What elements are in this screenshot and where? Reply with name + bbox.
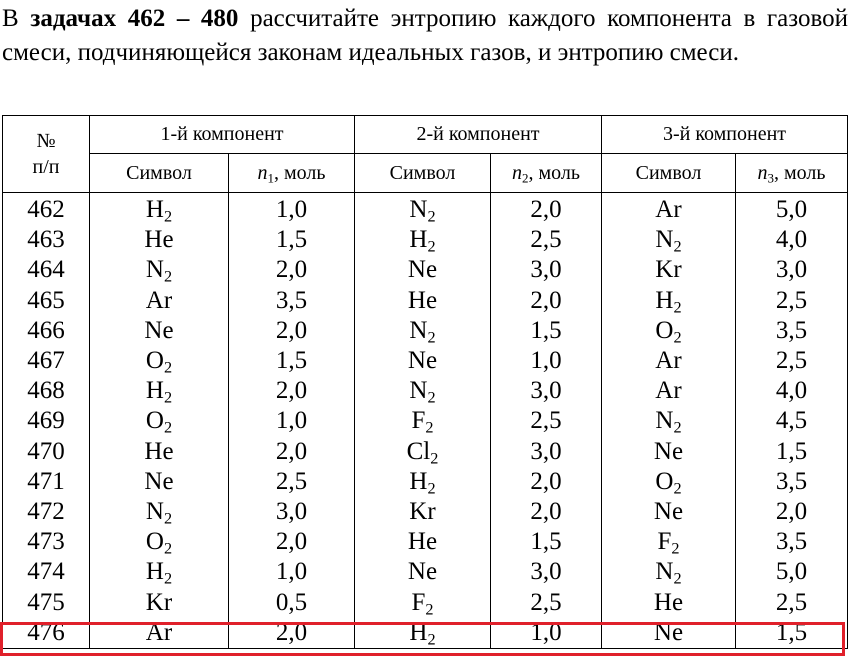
- table-row: [3, 286, 848, 316]
- row-number: 476: [3, 618, 90, 649]
- table-row: [3, 497, 848, 527]
- component-2-symbol: [355, 557, 491, 587]
- element-subscript: 2: [163, 418, 173, 437]
- element-symbol: Ne: [407, 256, 438, 284]
- component-1-symbol: [90, 527, 229, 557]
- symbol-header-3: Символ: [602, 154, 736, 193]
- element-subscript: 2: [673, 328, 682, 347]
- element-symbol: Ne: [407, 347, 438, 375]
- component-2-amount: 3,0: [491, 437, 602, 467]
- component-3-amount: 5,0: [736, 557, 848, 587]
- component-1-amount: 1,0: [229, 193, 355, 226]
- element-subscript: 2: [427, 479, 436, 498]
- element-symbol: F: [657, 528, 672, 556]
- table-row: [3, 316, 848, 346]
- group-header-2: 2-й компонент: [355, 116, 602, 154]
- element-symbol: H: [145, 558, 164, 586]
- component-3-symbol: [602, 346, 736, 376]
- element-symbol: Ar: [655, 196, 682, 224]
- component-1-amount: 2,0: [229, 618, 355, 649]
- component-1-symbol: [90, 376, 229, 406]
- element-subscript: 2: [673, 569, 682, 588]
- element-subscript: 2: [427, 328, 436, 347]
- row-number: 475: [3, 587, 90, 617]
- component-2-amount: 3,0: [491, 255, 602, 285]
- table-row: [3, 193, 848, 226]
- element-symbol: Kr: [145, 588, 173, 616]
- task-intro: [2, 2, 848, 70]
- element-subscript: 2: [163, 358, 173, 377]
- component-3-amount: 3,5: [736, 527, 848, 557]
- element-symbol: H: [409, 226, 428, 254]
- row-number: 465: [3, 286, 90, 316]
- component-1-amount: 2,0: [229, 437, 355, 467]
- element-symbol: Ne: [144, 316, 174, 344]
- pp-label: п/п: [32, 156, 60, 178]
- table-header-groups: [3, 116, 848, 154]
- row-number: 464: [3, 255, 90, 285]
- row-number: 472: [3, 497, 90, 527]
- component-2-symbol: [355, 467, 491, 497]
- component-3-symbol: [602, 437, 736, 467]
- element-symbol: He: [144, 226, 174, 254]
- element-symbol: N: [655, 558, 674, 586]
- element-symbol: N: [409, 196, 428, 224]
- element-symbol: Ne: [407, 558, 438, 586]
- element-symbol: O: [655, 316, 674, 344]
- component-3-amount: 3,5: [736, 316, 848, 346]
- element-subscript: 2: [673, 418, 682, 437]
- component-1-amount: 2,0: [229, 255, 355, 285]
- component-2-amount: 2,5: [491, 225, 602, 255]
- row-number: 471: [3, 467, 90, 497]
- element-symbol: Ar: [145, 618, 173, 646]
- component-3-amount: 3,5: [736, 467, 848, 497]
- component-1-symbol: [90, 557, 229, 587]
- table-row: [3, 437, 848, 467]
- component-3-amount: 4,5: [736, 406, 848, 436]
- row-number: 462: [3, 193, 90, 226]
- component-2-amount: 2,0: [491, 286, 602, 316]
- component-2-amount: 1,5: [491, 316, 602, 346]
- component-3-symbol: [602, 587, 736, 617]
- element-symbol: F: [411, 588, 426, 616]
- element-symbol: He: [407, 286, 438, 314]
- element-subscript: 2: [163, 207, 173, 226]
- component-2-symbol: [355, 497, 491, 527]
- row-number-header: [3, 116, 90, 193]
- component-1-amount: 0,5: [229, 587, 355, 617]
- component-2-amount: 2,0: [491, 193, 602, 226]
- row-number: 463: [3, 225, 90, 255]
- component-1-symbol: [90, 346, 229, 376]
- element-symbol: Ne: [653, 618, 684, 646]
- table-row: [3, 467, 848, 497]
- element-symbol: H: [145, 377, 164, 405]
- element-subscript: 2: [427, 388, 436, 407]
- component-1-symbol: [90, 286, 229, 316]
- element-symbol: He: [653, 588, 684, 616]
- component-2-symbol: [355, 286, 491, 316]
- component-2-symbol: [355, 587, 491, 617]
- element-symbol: N: [409, 377, 428, 405]
- component-2-amount: 3,0: [491, 557, 602, 587]
- element-symbol: Ar: [655, 377, 682, 405]
- component-2-amount: 1,0: [491, 346, 602, 376]
- component-2-symbol: [355, 406, 491, 436]
- element-symbol: O: [145, 528, 164, 556]
- amount-header-3: $n_3$, моль: [736, 154, 848, 193]
- element-symbol: Kr: [655, 256, 682, 284]
- number-sign: №: [36, 130, 56, 152]
- component-1-amount: 3,5: [229, 286, 355, 316]
- element-subscript: 2: [163, 388, 173, 407]
- table-row: [3, 406, 848, 436]
- table-row: [3, 376, 848, 406]
- row-number: 474: [3, 557, 90, 587]
- element-symbol: Kr: [409, 497, 436, 525]
- component-1-amount: 2,0: [229, 376, 355, 406]
- component-3-amount: 3,0: [736, 255, 848, 285]
- component-3-amount: 1,5: [736, 437, 848, 467]
- component-3-symbol: [602, 316, 736, 346]
- element-symbol: Ar: [145, 286, 173, 314]
- component-2-amount: 1,0: [491, 618, 602, 649]
- component-1-symbol: [90, 587, 229, 617]
- element-symbol: N: [145, 256, 164, 284]
- component-2-amount: 2,5: [491, 406, 602, 436]
- component-3-symbol: [602, 557, 736, 587]
- element-subscript: 2: [427, 237, 436, 256]
- component-3-symbol: [602, 376, 736, 406]
- element-symbol: H: [409, 618, 428, 646]
- component-1-amount: 1,0: [229, 406, 355, 436]
- element-symbol: Ne: [144, 467, 174, 495]
- element-symbol: H: [409, 467, 428, 495]
- component-3-amount: 5,0: [736, 193, 848, 226]
- component-1-symbol: [90, 467, 229, 497]
- element-symbol: F: [411, 407, 426, 435]
- element-symbol: N: [145, 497, 164, 525]
- element-subscript: 2: [425, 600, 434, 619]
- element-symbol: Ne: [653, 437, 684, 465]
- component-1-amount: 1,5: [229, 225, 355, 255]
- component-3-amount: 2,5: [736, 286, 848, 316]
- element-symbol: Ne: [653, 497, 684, 525]
- component-1-amount: 1,5: [229, 346, 355, 376]
- table-header-columns: [3, 154, 848, 193]
- symbol-header-2: Символ: [355, 154, 491, 193]
- component-2-symbol: [355, 346, 491, 376]
- element-subscript: 2: [163, 268, 173, 287]
- component-1-amount: 1,0: [229, 557, 355, 587]
- element-subscript: 2: [427, 207, 436, 226]
- amount-header-2: $n_2$, моль: [491, 154, 602, 193]
- element-subscript: 2: [430, 449, 439, 468]
- element-symbol: H: [145, 196, 164, 224]
- component-2-amount: 2,0: [491, 497, 602, 527]
- intro-lead: В: [2, 5, 19, 32]
- component-2-symbol: [355, 618, 491, 649]
- element-subscript: 2: [673, 479, 682, 498]
- table-row: [3, 255, 848, 285]
- component-2-symbol: [355, 193, 491, 226]
- component-3-symbol: [602, 618, 736, 649]
- element-subscript: 2: [163, 539, 173, 558]
- component-2-symbol: [355, 437, 491, 467]
- component-2-amount: 3,0: [491, 376, 602, 406]
- element-symbol: O: [145, 347, 164, 375]
- row-number: 466: [3, 316, 90, 346]
- element-subscript: 2: [673, 237, 682, 256]
- component-2-symbol: [355, 255, 491, 285]
- component-1-amount: 2,0: [229, 316, 355, 346]
- component-3-symbol: [602, 467, 736, 497]
- component-3-symbol: [602, 497, 736, 527]
- element-symbol: N: [655, 407, 674, 435]
- element-symbol: N: [655, 226, 674, 254]
- element-subscript: 2: [427, 630, 436, 649]
- element-subscript: 2: [163, 509, 173, 528]
- table-row: [3, 557, 848, 587]
- component-3-symbol: [602, 193, 736, 226]
- component-1-symbol: [90, 497, 229, 527]
- element-symbol: Ar: [655, 347, 682, 375]
- components-table: [2, 115, 848, 649]
- component-1-symbol: [90, 225, 229, 255]
- component-3-amount: 4,0: [736, 225, 848, 255]
- component-1-symbol: [90, 406, 229, 436]
- component-1-amount: 2,5: [229, 467, 355, 497]
- table-row: [3, 527, 848, 557]
- component-2-amount: 1,5: [491, 527, 602, 557]
- element-symbol: O: [655, 467, 674, 495]
- component-1-symbol: [90, 316, 229, 346]
- element-subscript: 2: [673, 298, 682, 317]
- table-row: [3, 618, 848, 649]
- element-symbol: O: [145, 407, 164, 435]
- element-subscript: 2: [671, 539, 680, 558]
- intro-task-range: задачах 462 – 480: [30, 5, 239, 32]
- row-number: 470: [3, 437, 90, 467]
- element-subscript: 2: [163, 569, 173, 588]
- intro-text: рассчитайте энтропию каждого компонента в газовой смеси, подчиняющейся законам идеальных газов, и энтропию смеси.: [2, 5, 849, 66]
- component-3-symbol: [602, 527, 736, 557]
- component-2-amount: 2,5: [491, 587, 602, 617]
- component-3-amount: 2,0: [736, 497, 848, 527]
- group-header-3: 3-й компонент: [602, 116, 848, 154]
- component-1-symbol: [90, 437, 229, 467]
- row-number: 473: [3, 527, 90, 557]
- component-1-symbol: [90, 193, 229, 226]
- component-3-symbol: [602, 255, 736, 285]
- component-3-symbol: [602, 406, 736, 436]
- component-3-amount: 2,5: [736, 587, 848, 617]
- component-1-amount: 2,0: [229, 527, 355, 557]
- row-number: 468: [3, 376, 90, 406]
- table-row: [3, 225, 848, 255]
- element-symbol: He: [144, 437, 174, 465]
- row-number: 467: [3, 346, 90, 376]
- component-2-symbol: [355, 376, 491, 406]
- component-1-symbol: [90, 618, 229, 649]
- component-2-symbol: [355, 527, 491, 557]
- element-symbol: Cl: [406, 437, 431, 465]
- component-3-amount: 4,0: [736, 376, 848, 406]
- component-1-amount: 3,0: [229, 497, 355, 527]
- element-symbol: H: [655, 286, 674, 314]
- component-1-symbol: [90, 255, 229, 285]
- group-header-1: 1-й компонент: [90, 116, 355, 154]
- component-3-symbol: [602, 286, 736, 316]
- element-subscript: 2: [425, 418, 434, 437]
- amount-header-1: $n_1$, моль: [229, 154, 355, 193]
- table-row: [3, 346, 848, 376]
- component-2-symbol: [355, 225, 491, 255]
- component-3-symbol: [602, 225, 736, 255]
- component-2-symbol: [355, 316, 491, 346]
- table-row: [3, 587, 848, 617]
- row-number: 469: [3, 406, 90, 436]
- component-2-amount: 2,0: [491, 467, 602, 497]
- element-symbol: He: [407, 528, 438, 556]
- component-3-amount: 1,5: [736, 618, 848, 649]
- symbol-header-1: Символ: [90, 154, 229, 193]
- component-3-amount: 2,5: [736, 346, 848, 376]
- element-symbol: N: [409, 316, 428, 344]
